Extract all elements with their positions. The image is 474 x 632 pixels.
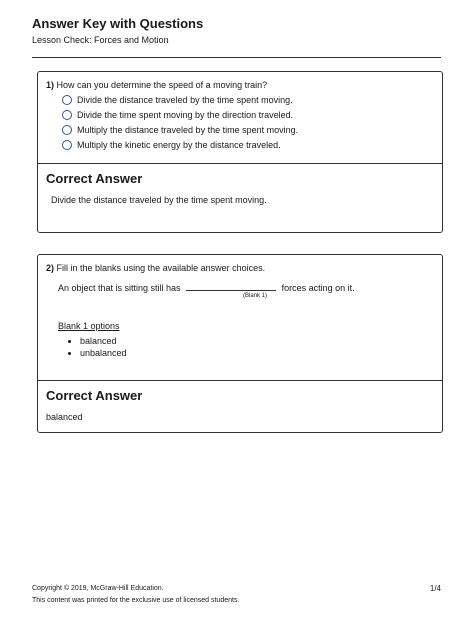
radio-button-icon[interactable] [62,110,72,120]
question-2-prompt [46,263,434,273]
option-label: Divide the distance traveled by the time spent moving. [77,95,293,105]
correct-answer-text: Divide the distance traveled by the time spent moving. [51,195,267,205]
correct-answer-text: balanced [46,412,83,422]
page-subtitle: Lesson Check: Forces and Motion [32,35,169,45]
blank-1-label: (Blank 1) [242,293,267,299]
sentence-before: An object that is sitting still has [58,283,181,293]
option-1d[interactable] [62,140,434,150]
question-2-card [37,254,443,433]
list-item: • balanced [80,336,434,346]
option-1b[interactable] [62,110,434,120]
header-divider [32,57,441,58]
list-item: • unbalanced [80,348,434,358]
page-number: 1/4 [429,584,441,593]
correct-answer-heading: Correct Answer [46,388,143,403]
option-label: Multiply the distance traveled by the time spent moving. [77,125,299,135]
question-2-text: Fill in the blanks using the available answer choices. [56,263,266,273]
correct-answer-heading: Correct Answer [46,171,143,186]
question-1-prompt [46,80,434,90]
footer-copyright: Copyright © 2019, McGraw-Hill Education. [32,585,164,592]
blank-1-field[interactable] [186,281,276,291]
radio-button-icon[interactable] [62,140,72,150]
question-1-options [46,95,434,150]
fill-in-sentence [46,281,434,358]
question-2-number: 2) [46,263,55,273]
radio-button-icon[interactable] [62,95,72,105]
question-1-number: 1) [46,80,55,90]
question-1-card [37,71,443,233]
sentence-after: forces acting on it. [281,283,355,293]
option-label: Multiply the kinetic energy by the distance traveled. [77,140,281,150]
blank-options-heading: Blank 1 options [58,321,120,331]
option-label: Divide the time spent moving by the direction traveled. [77,110,294,120]
page-title: Answer Key with Questions [32,16,204,31]
blank-options-list [58,336,434,358]
option-1a[interactable] [62,95,434,105]
radio-button-icon[interactable] [62,125,72,135]
footer-notice: This content was printed for the exclusive use of licensed students. [32,597,240,604]
option-1c[interactable] [62,125,434,135]
question-1-text: How can you determine the speed of a moving train? [56,80,268,90]
